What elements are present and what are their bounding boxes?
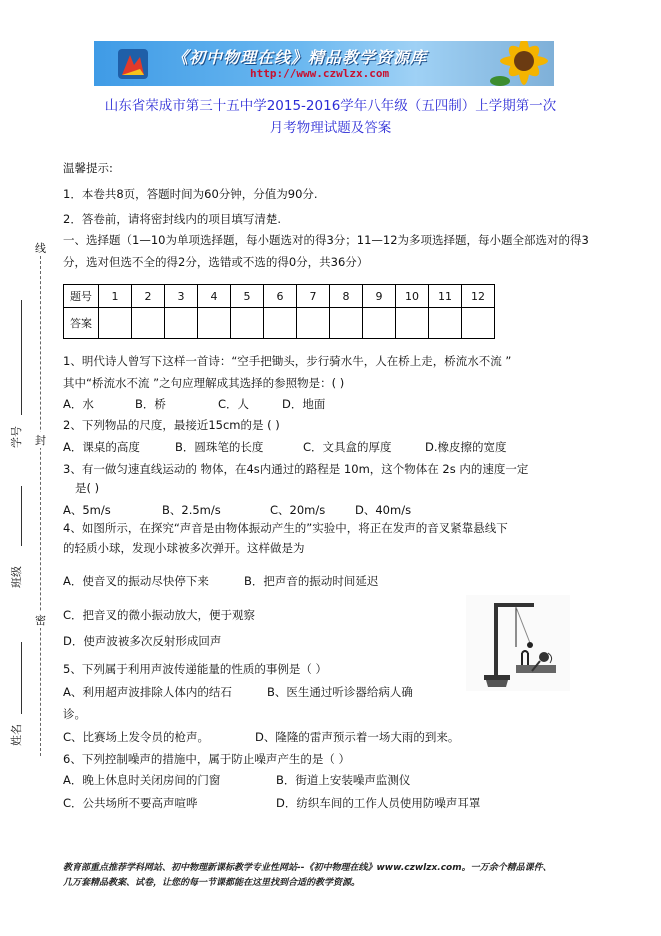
page-title-line2: 月考物理试题及答案 (269, 120, 392, 136)
answer-cell[interactable] (396, 308, 429, 339)
q5-option-b: B、医生通过听诊器给病人确 (267, 685, 413, 699)
table-header-row (64, 285, 495, 308)
banji-blank-line[interactable] (21, 486, 22, 546)
table-number: 11 (429, 285, 462, 308)
binding-label-xian: 线 (35, 242, 46, 255)
q3-option-d: D、40m/s (355, 503, 412, 517)
answer-cell[interactable] (165, 308, 198, 339)
q2-option-b: B．圆珠笔的长度 (175, 440, 264, 454)
table-number: 1 (99, 285, 132, 308)
q4-option-d: D．使声波被多次反射形成回声 (63, 634, 222, 648)
question-1-text: 1、明代诗人曾写下这样一首诗：“空手把锄头，步行骑水牛，人在桥上走，桥流水不流 ” (63, 354, 512, 368)
answer-cell[interactable] (132, 308, 165, 339)
q1-option-a: A．水 (63, 397, 94, 411)
tip-2: 2．答卷前，请将密封线内的项目填写清楚. (63, 212, 281, 226)
q4-option-c: C．把音叉的微小振动放大，便于观察 (63, 608, 256, 622)
banji-label: 班级 (10, 566, 23, 588)
q1-option-d: D．地面 (282, 397, 326, 411)
q3-option-a: A、5m/s (63, 503, 111, 517)
answer-cell[interactable] (363, 308, 396, 339)
question-1-text-2: 其中“桥流水不流 ”之句应理解成其选择的参照物是：( ) (63, 376, 345, 390)
answer-cell[interactable] (264, 308, 297, 339)
q4-option-a: A．使音叉的振动尽快停下来 (63, 574, 209, 588)
q2-option-c: C．文具盒的厚度 (303, 440, 392, 454)
question-5-text: 5、下列属于利用声波传递能量的性质的事例是（ ） (63, 662, 327, 676)
table-answer-label: 答案 (64, 308, 99, 339)
answer-table (63, 284, 495, 339)
binding-label-feng: 封 (35, 434, 46, 447)
page-title: 山东省荣成市第三十五中学2015-2016学年八年级（五四制）上学期第一次 (104, 98, 557, 114)
q6-option-d: D．纺织车间的工作人员使用防噪声耳罩 (276, 796, 481, 810)
banner-url: http://www.czwlzx.com (250, 67, 390, 80)
tips-heading: 温馨提示: (63, 161, 113, 175)
table-number: 5 (231, 285, 264, 308)
binding-label-mi: 密 (35, 614, 46, 627)
question-4-text-2: 的轻质小球，发现小球被多次弹开。这样做是为 (63, 541, 305, 555)
q6-option-c: C．公共场所不要高声喧哗 (63, 796, 198, 810)
table-number: 2 (132, 285, 165, 308)
banner-title: 《初中物理在线》精品教学资源库 (172, 48, 428, 67)
xuehao-blank-line[interactable] (21, 300, 22, 415)
tuning-fork-figure (466, 595, 570, 691)
q1-option-b: B．桥 (135, 397, 166, 411)
answer-cell[interactable] (330, 308, 363, 339)
q2-option-d: D.橡皮擦的宽度 (425, 440, 507, 454)
xuehao-label: 学号 (10, 426, 23, 448)
footer-line-2: 几万套精品教案、试卷，让您的每一节课都能在这里找到合适的教学资源。 (63, 878, 361, 888)
question-6-text: 6、下列控制噪声的措施中，属于防止噪声产生的是（ ） (63, 752, 350, 766)
table-number: 8 (330, 285, 363, 308)
table-number: 9 (363, 285, 396, 308)
answer-cell[interactable] (231, 308, 264, 339)
q6-option-a: A．晚上休息时关闭房间的门窗 (63, 773, 221, 787)
q1-option-c: C．人 (218, 397, 250, 411)
tip-1: 1．本卷共8页，答题时间为60分钟，分值为90分. (63, 187, 318, 201)
answer-cell[interactable] (297, 308, 330, 339)
sunflower-icon (486, 41, 554, 86)
table-number: 4 (198, 285, 231, 308)
q3-option-b: B、2.5m/s (162, 503, 221, 517)
q6-option-b: B．街道上安装噪声监测仪 (276, 773, 411, 787)
table-number: 10 (396, 285, 429, 308)
answer-cell[interactable] (429, 308, 462, 339)
question-3-text: 3、有一做匀速直线运动的 物体，在4s内通过的路程是 10m，这个物体在 2s 内的速度一定 (63, 462, 529, 476)
site-logo-icon (116, 47, 150, 81)
answer-cell[interactable] (99, 308, 132, 339)
q5-option-d: D、隆隆的雷声预示着一场大雨的到来。 (255, 730, 460, 744)
table-number: 12 (462, 285, 495, 308)
q5-option-b-cont: 诊。 (63, 707, 86, 721)
header-banner (94, 41, 554, 86)
question-2-text: 2、下列物品的尺度，最接近15cm的是 ( ) (63, 418, 280, 432)
answer-cell[interactable] (198, 308, 231, 339)
binding-dashed-line (40, 256, 41, 756)
table-header-label: 题号 (64, 285, 99, 308)
table-number: 3 (165, 285, 198, 308)
q5-option-a: A、利用超声波排除人体内的结石 (63, 685, 232, 699)
section-intro: 一、选择题（1—10为单项选择题，每小题选对的得3分；11—12为多项选择题，每小题全部选对的得3分，选对但选不全的得2分，选错或不选的得0分，共36分） (63, 233, 589, 269)
question-3-text-2: 是( ) (75, 481, 100, 495)
footer-line-1: 教育部重点推荐学科网站、初中物理新课标教学专业性网站--《初中物理在线》www.czwlzx.com。一万余个精品课件、 (63, 863, 552, 873)
xingming-label: 姓名 (10, 724, 23, 746)
q3-option-c: C、20m/s (270, 503, 326, 517)
answer-cell[interactable] (462, 308, 495, 339)
table-answer-row (64, 308, 495, 339)
table-number: 7 (297, 285, 330, 308)
q5-option-c: C、比赛场上发令员的枪声。 (63, 730, 210, 744)
question-4-text: 4、如图所示，在探究“声音是由物体振动产生的”实验中，将正在发声的音叉紧靠悬线下 (63, 521, 508, 535)
q2-option-a: A．课桌的高度 (63, 440, 140, 454)
table-number: 6 (264, 285, 297, 308)
xingming-blank-line[interactable] (21, 642, 22, 714)
q4-option-b: B．把声音的振动时间延迟 (244, 574, 379, 588)
